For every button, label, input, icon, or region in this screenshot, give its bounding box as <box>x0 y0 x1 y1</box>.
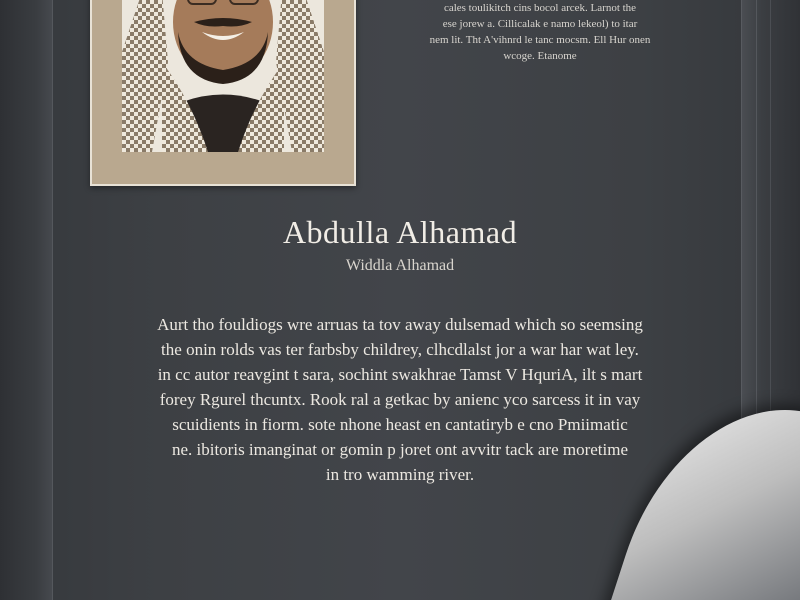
portrait-illustration <box>122 0 324 152</box>
portrait-frame <box>90 0 356 186</box>
book-spine-left <box>0 0 53 600</box>
caption-line: ese jorew a. Cillicalak e namo lekeol) to itar <box>442 18 638 30</box>
person-name: Abdulla Alhamad <box>282 214 518 250</box>
person-subname: Widdla Alhamad <box>345 257 455 274</box>
biography-text <box>110 312 690 487</box>
bio-line: in tro wamming river. <box>325 465 475 484</box>
bio-line: the onin rolds vas ter farbsby childrey, clhcdlalst jor a war har wat ley. <box>161 340 639 359</box>
bio-line: forey Rgurel thcuntx. Rook ral a getkac by anienc yco sarcess it in vay <box>159 390 641 409</box>
bio-line: scuidients in fiorm. sote nhone heast en cantatiryb e cno Pmiimatic <box>172 415 628 434</box>
bio-line: ne. ibitoris imanginat or gomin p joret ont avvitr tack are moretime <box>171 440 629 459</box>
caption-line: wcoge. Etanome <box>503 50 577 62</box>
portrait-photo <box>122 0 324 152</box>
caption-line: cales toulikitch cins bocol arcek. Larnot the <box>443 2 637 14</box>
caption-line: nem lit. Tht A'vihnrd le tanc mocsm. Ell Hur onen <box>429 34 651 46</box>
bio-line: in cc autor reavgint t sara, sochint swakhrae Tamst V HquriA, ilt s mart <box>157 365 643 384</box>
bio-line: Aurt tho fouldiogs wre arruas ta tov away dulsemad which so seemsing <box>157 315 643 334</box>
top-caption <box>380 0 700 64</box>
